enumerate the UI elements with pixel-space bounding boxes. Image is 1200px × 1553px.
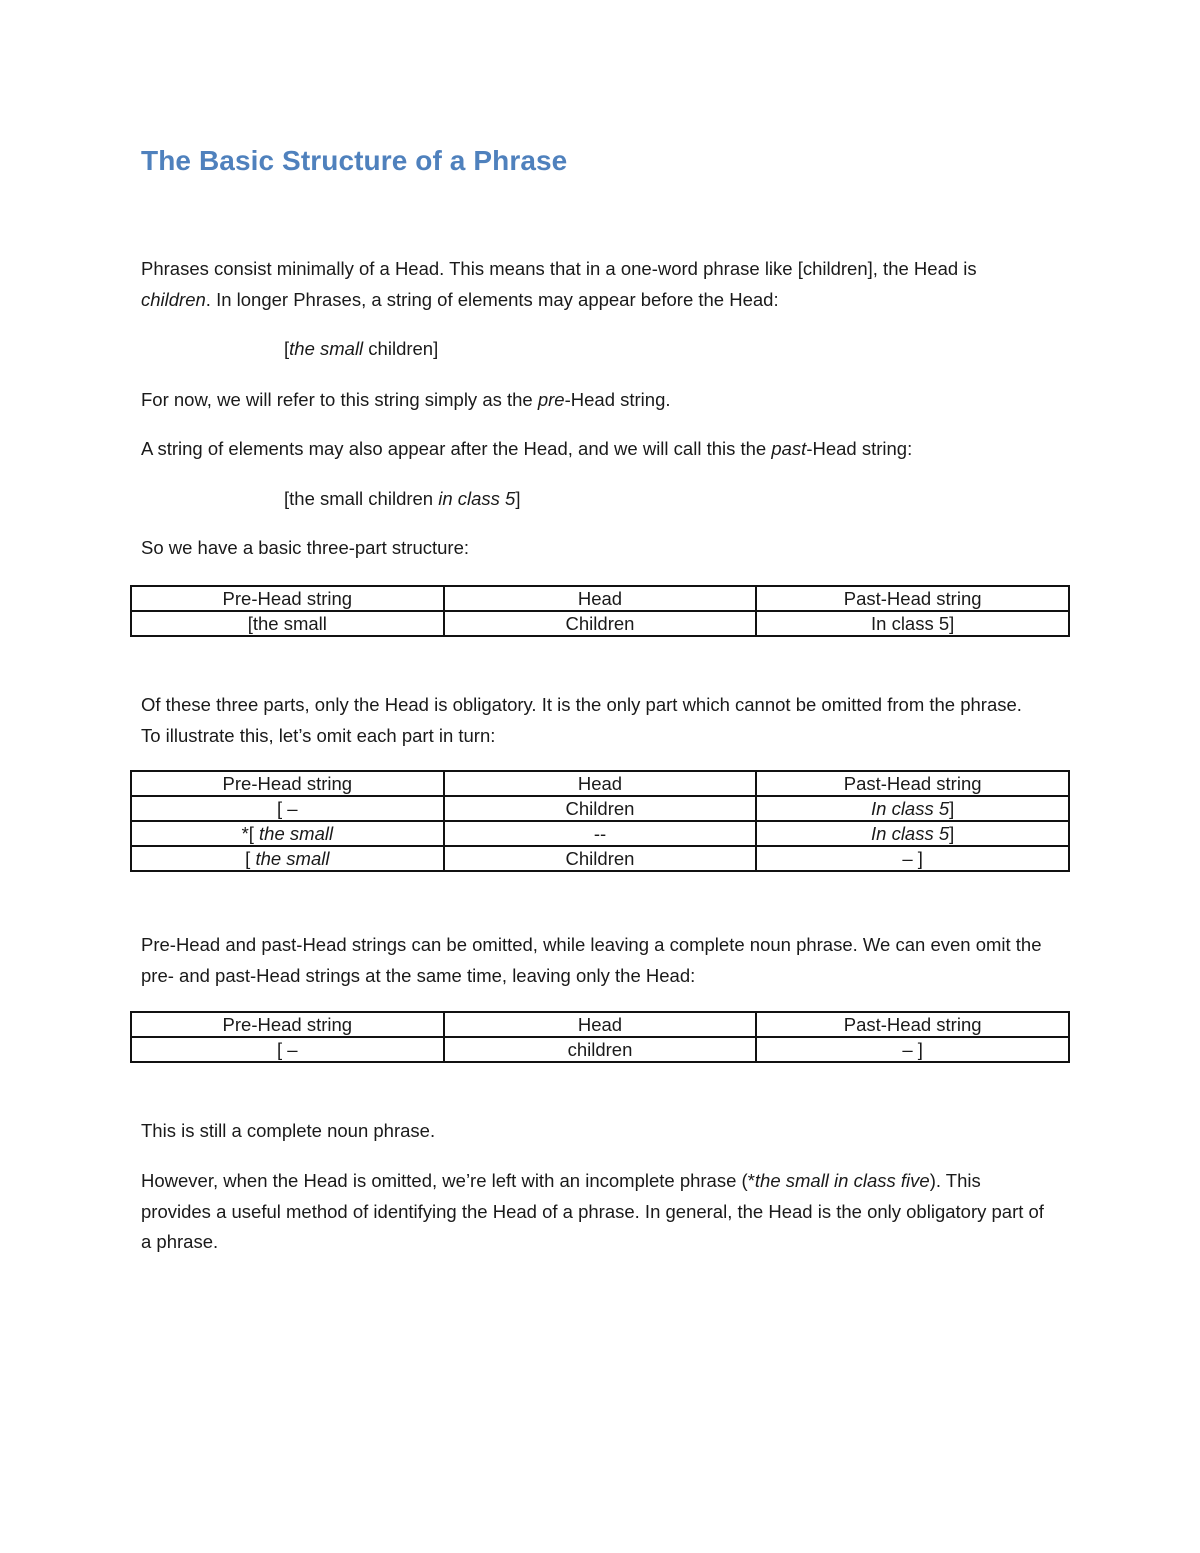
- text-run-italic: In class 5: [871, 823, 950, 844]
- example-past-head: [284, 484, 1189, 515]
- table-cell: children: [444, 1037, 757, 1062]
- text-run-italic: children: [141, 288, 206, 310]
- table-cell: --: [444, 821, 757, 846]
- table-header-row: [131, 586, 1069, 611]
- table-cell: [131, 821, 444, 846]
- table-cell: – ]: [756, 1037, 1069, 1062]
- paragraph-past-head: [141, 434, 1046, 465]
- table-cell: Children: [444, 846, 757, 871]
- text-run: -Head string.: [564, 389, 671, 410]
- table-cell: [756, 821, 1069, 846]
- table-cell: [ –: [131, 1037, 444, 1062]
- text-run: children]: [363, 338, 439, 359]
- table-cell: [131, 846, 444, 871]
- table-row: [131, 611, 1069, 636]
- paragraph-omit-strings: Pre-Head and past-Head strings can be omitted, while leaving a complete noun phrase. We can even omit the pre- and past-Head strings at the same time, leaving only the Head:: [141, 934, 1042, 986]
- table-cell: Children: [444, 611, 757, 636]
- table-header-cell: Past-Head string: [756, 1012, 1069, 1037]
- table-row: [131, 821, 1069, 846]
- text-run: [: [284, 338, 290, 359]
- text-run: [ –: [277, 798, 298, 819]
- text-run: However, when the Head is omitted, we’re left with an incomplete phrase (*: [141, 1170, 755, 1191]
- table-cell: [756, 796, 1069, 821]
- omission-table: [130, 770, 1070, 872]
- table-header-row: [131, 1012, 1069, 1037]
- text-run: ]: [515, 488, 521, 509]
- table-header-cell: Pre-Head string: [131, 771, 444, 796]
- text-run: Phrases consist minimally of a Head. This means that in a one-word phrase like [children], the Head is: [141, 258, 977, 279]
- structure-table: [130, 585, 1070, 637]
- paragraph-pre-head: [141, 385, 1046, 416]
- text-run-italic: past: [771, 438, 807, 459]
- text-run: [: [245, 848, 256, 869]
- head-only-table: [130, 1011, 1070, 1063]
- paragraph-three-part: So we have a basic three-part structure:: [141, 537, 470, 558]
- table-row: [131, 1037, 1069, 1062]
- table-cell: In class 5]: [756, 611, 1069, 636]
- text-run: – ]: [902, 848, 923, 869]
- table-header-cell: Past-Head string: [756, 586, 1069, 611]
- text-run-italic: the small in class five: [754, 1170, 930, 1191]
- table-cell: [131, 796, 444, 821]
- text-run-italic: in class 5: [438, 488, 516, 509]
- table-cell: [756, 846, 1069, 871]
- paragraph-intro: [141, 254, 1046, 315]
- table-header-cell: Head: [444, 1012, 757, 1037]
- text-run-italic: the small: [259, 823, 334, 844]
- text-run: A string of elements may also appear after the Head, and we will call this the: [141, 438, 772, 459]
- table-header-row: [131, 771, 1069, 796]
- table-cell: Children: [444, 796, 757, 821]
- text-run: ]: [949, 798, 955, 819]
- text-run-italic: pre: [537, 389, 565, 410]
- paragraph-conclusion: [141, 1166, 1046, 1258]
- text-run-italic: the small: [289, 338, 364, 359]
- text-run: *[: [241, 823, 260, 844]
- table-row: [131, 846, 1069, 871]
- table-header-cell: Pre-Head string: [131, 1012, 444, 1037]
- text-run: ]: [949, 823, 955, 844]
- text-run: [the small children: [284, 488, 439, 509]
- table-header-cell: Head: [444, 771, 757, 796]
- page-title: The Basic Structure of a Phrase: [141, 145, 568, 176]
- text-run-italic: the small: [255, 848, 330, 869]
- text-run: ). This provides a useful method of identifying the Head of a phrase. In general, the Head is the only obligatory part of a phrase.: [141, 1170, 1044, 1252]
- example-pre-head: [284, 334, 1189, 365]
- text-run: -Head string:: [806, 438, 913, 459]
- table-cell: [the small: [131, 611, 444, 636]
- paragraph-complete: This is still a complete noun phrase.: [141, 1120, 436, 1141]
- table-header-cell: Past-Head string: [756, 771, 1069, 796]
- text-run: . In longer Phrases, a string of elements may appear before the Head:: [205, 288, 779, 310]
- text-run: For now, we will refer to this string simply as the: [141, 389, 538, 410]
- table-header-cell: Head: [444, 586, 757, 611]
- table-header-cell: Pre-Head string: [131, 586, 444, 611]
- table-row: [131, 796, 1069, 821]
- paragraph-obligatory: Of these three parts, only the Head is obligatory. It is the only part which cannot be omitted from the phrase. To illustrate this, let’s omit each part in turn:: [141, 694, 1022, 746]
- text-run-italic: In class 5: [871, 798, 950, 819]
